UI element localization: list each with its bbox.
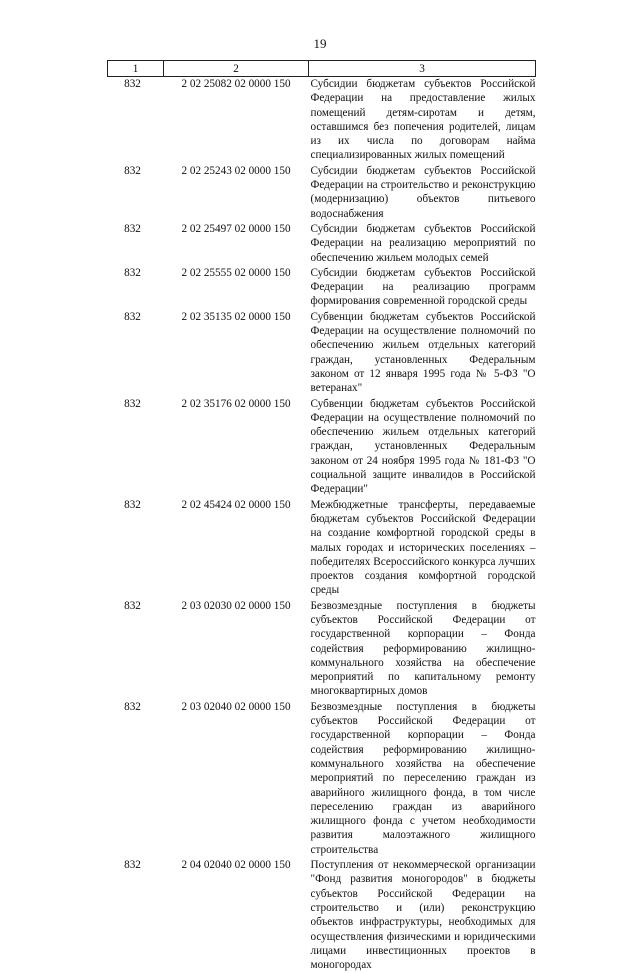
- budget-classification-code-cell: 2 02 25082 02 0000 150: [164, 77, 309, 164]
- admin-code-cell: 832: [108, 397, 164, 498]
- admin-code-cell: 832: [108, 222, 164, 266]
- column-header-1: 1: [108, 61, 164, 77]
- table-header: [108, 61, 536, 77]
- budget-classification-code-cell: 2 02 35135 02 0000 150: [164, 310, 309, 397]
- budget-classification-code-cell: 2 02 45424 02 0000 150: [164, 498, 309, 599]
- table-row: [108, 599, 536, 700]
- revenue-description-cell: Субвенции бюджетам субъектов Российской Федерации на осуществление полномочий по обеспечению жильем отдельных категорий граждан, установленных Федеральным законом от 24 ноября 1995 года № 181-ФЗ "О социальной защите инвалидов в Российской Федерации": [309, 397, 536, 498]
- admin-code-cell: 832: [108, 599, 164, 700]
- page-number: 19: [0, 36, 640, 51]
- admin-code-cell: 832: [108, 700, 164, 858]
- table-row: [108, 310, 536, 397]
- budget-classification-code-cell: 2 03 02040 02 0000 150: [164, 700, 309, 858]
- budget-classification-code-cell: 2 02 25497 02 0000 150: [164, 222, 309, 266]
- revenue-description-cell: Поступления от некоммерческой организации "Фонд развития моногородов" в бюджеты субъектов Российской Федерации на строительство и (или) реконструкцию объектов инфраструктуры, необходимых для осуществления физическими и юридическими лицами инвестиционных проектов в моногородах: [309, 858, 536, 973]
- table-row: [108, 164, 536, 222]
- revenue-description-cell: Субвенции бюджетам субъектов Российской Федерации на осуществление полномочий по обеспечению жильем отдельных категорий граждан, установленных Федеральным законом от 12 января 1995 года № 5-ФЗ "О ветеранах": [309, 310, 536, 397]
- revenue-description-cell: Субсидии бюджетам субъектов Российской Федерации на реализацию программ формирования современной городской среды: [309, 266, 536, 310]
- revenue-description-cell: Субсидии бюджетам субъектов Российской Федерации на строительство и реконструкцию (модернизацию) объектов питьевого водоснабжения: [309, 164, 536, 222]
- admin-code-cell: 832: [108, 77, 164, 164]
- budget-classification-code-cell: 2 02 35176 02 0000 150: [164, 397, 309, 498]
- table-row: [108, 858, 536, 973]
- admin-code-cell: 832: [108, 498, 164, 599]
- revenue-description-cell: Субсидии бюджетам субъектов Российской Федерации на предоставление жилых помещений детям-сиротам и детям, оставшимся без попечения родителей, лицам из их числа по договорам найма специализированных жилых помещений: [309, 77, 536, 164]
- admin-code-cell: 832: [108, 266, 164, 310]
- budget-classification-code-cell: 2 02 25555 02 0000 150: [164, 266, 309, 310]
- table-body: [108, 77, 536, 973]
- budget-classification-code-cell: 2 04 02040 02 0000 150: [164, 858, 309, 973]
- budget-classification-code-cell: 2 03 02030 02 0000 150: [164, 599, 309, 700]
- revenue-codes-table: [107, 60, 536, 973]
- table-row: [108, 77, 536, 164]
- revenue-description-cell: Безвозмездные поступления в бюджеты субъектов Российской Федерации от государственной корпорации – Фонда содействия реформированию жилищно-коммунального хозяйства на обеспечение мероприятий по капитальному ремонту многоквартирных домов: [309, 599, 536, 700]
- revenue-description-cell: Межбюджетные трансферты, передаваемые бюджетам субъектов Российской Федерации на создание комфортной городской среды в малых городах и исторических поселениях – победителях Всероссийского конкурса лучших проектов создания комфортной городской среды: [309, 498, 536, 599]
- table-row: [108, 498, 536, 599]
- budget-classification-code-cell: 2 02 25243 02 0000 150: [164, 164, 309, 222]
- table-row: [108, 266, 536, 310]
- revenue-description-cell: Субсидии бюджетам субъектов Российской Федерации на реализацию мероприятий по обеспечению жильем молодых семей: [309, 222, 536, 266]
- column-header-3: 3: [309, 61, 536, 77]
- admin-code-cell: 832: [108, 164, 164, 222]
- table-row: [108, 700, 536, 858]
- table-row: [108, 397, 536, 498]
- table-row: [108, 222, 536, 266]
- column-header-2: 2: [164, 61, 309, 77]
- revenue-description-cell: Безвозмездные поступления в бюджеты субъектов Российской Федерации от государственной корпорации – Фонда содействия реформированию жилищно-коммунального хозяйства на обеспечение мероприятий по переселению граждан из аварийного жилищного фонда, в том числе переселению граждан из аварийного жилищного фонда с учетом необходимости развития малоэтажного жилищного строительства: [309, 700, 536, 858]
- admin-code-cell: 832: [108, 858, 164, 973]
- admin-code-cell: 832: [108, 310, 164, 397]
